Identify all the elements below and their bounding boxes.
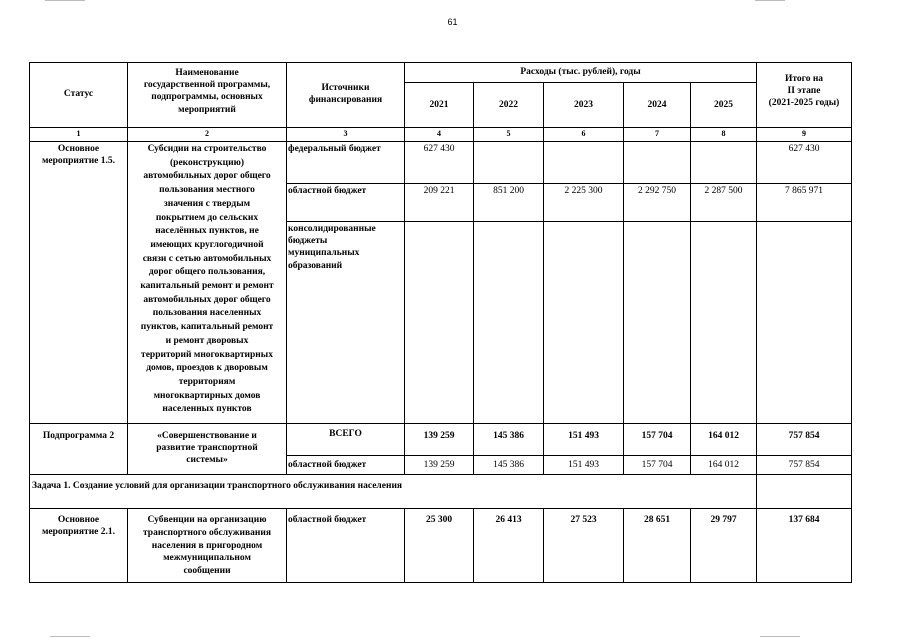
col-num-4: 4 bbox=[437, 129, 441, 138]
row3-2025: 29 797 bbox=[710, 515, 737, 525]
row2-total-2021: 139 259 bbox=[423, 431, 455, 441]
header-year-2021: 2021 bbox=[429, 100, 449, 110]
row3-2021: 25 300 bbox=[425, 515, 453, 525]
scan-mark-top-left bbox=[45, 0, 85, 1]
header-year-2025: 2025 bbox=[714, 100, 733, 110]
row2-total-2025: 164 012 bbox=[708, 431, 739, 441]
row2-regional-2022: 145 386 bbox=[493, 460, 524, 470]
row1-regional-total: 7 865 971 bbox=[785, 186, 823, 196]
col-num-1: 1 bbox=[76, 129, 81, 138]
row3-2024: 28 651 bbox=[643, 515, 671, 525]
task-title: Задача 1. Создание условий для организации транспортного обслуживания населения bbox=[32, 481, 403, 491]
row1-federal-2021: 627 430 bbox=[423, 144, 455, 154]
row2-name: «Совершенствование и развитие транспортной системы» bbox=[156, 431, 258, 466]
header-year-2023: 2023 bbox=[574, 100, 593, 110]
scan-mark-bottom-right bbox=[760, 636, 800, 637]
row3-2023: 27 523 bbox=[570, 515, 597, 525]
col-num-8: 8 bbox=[721, 129, 726, 138]
header-year-2022: 2022 bbox=[499, 100, 518, 110]
row1-federal-total: 627 430 bbox=[788, 144, 820, 154]
row1-regional-2023: 2 225 300 bbox=[564, 186, 603, 196]
row1-name: Субсидии на строительство (реконструкцию) автомобильных дорог общего пользования местного значения с твердым покрытием до сельских населённых пунктов, не имеющих круглогодичной связи с сетью автомобильных дорог общего пользования, капитальный ремонт и ремонт автомобильных дорог общего пользования населенных пунктов, капитальный ремонт и ремонт дворовых территорий многоквартирных домов, проездов к дворовым территориям многоквартирных домов населенных пунктов bbox=[140, 144, 274, 415]
row1-regional-2022: 851 200 bbox=[493, 186, 524, 196]
row2-total-2023: 151 493 bbox=[568, 431, 599, 441]
col-num-9: 9 bbox=[802, 129, 806, 138]
row2-regional-total: 757 854 bbox=[788, 460, 820, 470]
header-expenses: Расходы (тыс. рублей), годы bbox=[520, 67, 641, 77]
row2-source-total: ВСЕГО bbox=[329, 429, 362, 439]
row3-source-regional: областной бюджет bbox=[288, 515, 367, 525]
col-num-7: 7 bbox=[655, 129, 659, 138]
scan-mark-bottom-left bbox=[50, 636, 90, 637]
col-num-6: 6 bbox=[581, 129, 586, 138]
row2-total-total: 757 854 bbox=[788, 431, 820, 441]
row1-regional-2021: 209 221 bbox=[423, 186, 455, 196]
col-num-5: 5 bbox=[506, 129, 511, 138]
row3-name: Субвенции на организацию транспортного обслуживания населения в пригородном межмуниципальном сообщении bbox=[143, 515, 271, 577]
header-name: Наименование государственной программы, подпрограммы, основных мероприятий bbox=[143, 68, 271, 115]
header-source: Источники финансирования bbox=[308, 83, 383, 106]
row3-status: Основное мероприятие 2.1. bbox=[41, 515, 116, 538]
header-status: Статус bbox=[63, 89, 94, 99]
row1-regional-2025: 2 287 500 bbox=[704, 186, 743, 196]
header-year-2024: 2024 bbox=[647, 100, 667, 110]
row1-source-regional: областной бюджет bbox=[288, 186, 367, 196]
row2-regional-2023: 151 493 bbox=[568, 460, 599, 470]
row2-regional-2021: 139 259 bbox=[423, 460, 455, 470]
header-total: Итого на II этапе (2021-2025 годы) bbox=[768, 74, 840, 109]
row1-source-federal: федеральный бюджет bbox=[288, 144, 381, 154]
row2-source-regional: областной бюджет bbox=[288, 460, 367, 470]
row1-source-municipal: консолидированные бюджеты муниципальных образований bbox=[288, 224, 376, 271]
row2-regional-2024: 157 704 bbox=[641, 460, 673, 470]
row2-status: Подпрограмма 2 bbox=[42, 431, 115, 441]
page-number: 61 bbox=[447, 17, 458, 27]
row2-regional-2025: 164 012 bbox=[708, 460, 739, 470]
budget-table bbox=[29, 62, 852, 583]
row1-status: Основное мероприятие 1.5. bbox=[41, 144, 116, 167]
row3-total: 137 684 bbox=[788, 515, 820, 525]
col-num-2: 2 bbox=[205, 129, 209, 138]
row2-total-2024: 157 704 bbox=[641, 431, 673, 441]
row3-2022: 26 413 bbox=[495, 515, 522, 525]
row2-total-2022: 145 386 bbox=[493, 431, 524, 441]
col-num-3: 3 bbox=[343, 129, 348, 138]
row1-regional-2024: 2 292 750 bbox=[638, 186, 676, 196]
scan-mark-top-right bbox=[755, 0, 785, 1]
